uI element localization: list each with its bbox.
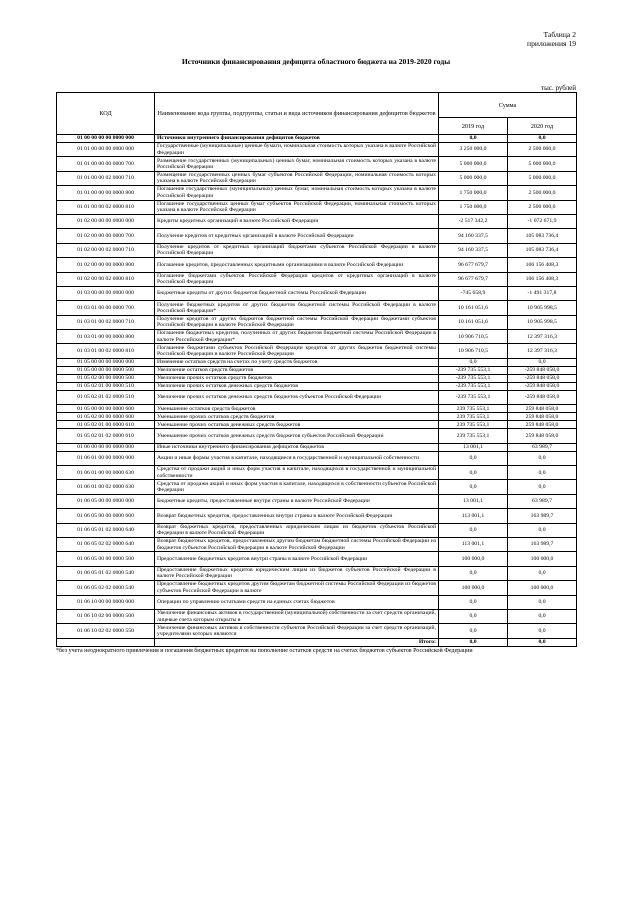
name-cell: Уменьшение прочих остатков средств бюджетов (155, 413, 439, 421)
value-2019-cell: 100 000,0 (439, 552, 508, 566)
code-cell: 01 02 00 00 02 0000 810 (57, 272, 155, 286)
value-2020-cell: -259 848 058,0 (508, 366, 577, 374)
table-row (57, 609, 577, 623)
name-cell: Уменьшение прочих остатков денежных средств бюджетов (155, 421, 439, 429)
table-row (57, 229, 577, 243)
table-row (57, 143, 577, 157)
value-2019-cell: 1 750 000,0 (439, 200, 508, 214)
table-row (57, 171, 577, 185)
value-2019-cell: 0,0 (439, 595, 508, 609)
value-2020-cell: 100 000,0 (508, 552, 577, 566)
table-row (57, 272, 577, 286)
value-2019-cell: -239 735 553,1 (439, 366, 508, 374)
value-2019-cell: 239 735 553,1 (439, 405, 508, 413)
code-cell: 01 06 05 02 02 0000 640 (57, 537, 155, 551)
value-2020-cell: -1 072 671,9 (508, 214, 577, 228)
name-cell: Увеличение прочих остатков денежных средств бюджетов (155, 382, 439, 390)
name-cell: Бюджетные кредиты от других бюджетов бюджетной системы Российской Федерации (155, 286, 439, 300)
name-cell: Размещение государственных (муниципальных) ценных бумаг, номинальная стоимость которых указана в валюте Российской Федерации (155, 157, 439, 171)
value-2019-cell: -239 735 553,1 (439, 374, 508, 382)
value-2019-cell: 10 906 710,5 (439, 330, 508, 344)
table-row (57, 509, 577, 523)
table-row (57, 214, 577, 228)
code-cell: 01 03 01 00 02 0000 810 (57, 344, 155, 358)
name-cell: Государственные (муниципальные) ценные бумаги, номинальная стоимость которых указана в валюте Российской Федерации (155, 143, 439, 157)
table-row (57, 429, 577, 443)
value-2019-cell: 96 677 679,7 (439, 258, 508, 272)
value-2020-cell: 12 397 316,3 (508, 330, 577, 344)
code-cell: 01 03 01 00 00 0000 800 (57, 330, 155, 344)
name-cell: Предоставление бюджетных кредитов юридическим лицам из бюджетов субъектов Российской Федерации в валюте Российской Федерации (155, 566, 439, 580)
value-2020-cell: 259 848 058,0 (508, 405, 577, 413)
value-2019-cell: 96 677 679,7 (439, 272, 508, 286)
code-cell: 01 05 02 01 02 0000 610 (57, 429, 155, 443)
value-2020-cell: -259 848 058,0 (508, 374, 577, 382)
value-2020-cell: 106 156 408,3 (508, 258, 577, 272)
table-row (57, 595, 577, 609)
name-cell: Средства от продажи акций и иных форм участия в капитале, находящихся в собственности субъектов Российской Федерации (155, 480, 439, 494)
code-cell: 01 05 02 01 00 0000 610 (57, 421, 155, 429)
header-year-2020: 2020 год (508, 118, 577, 135)
table-row (57, 200, 577, 214)
table-row (57, 382, 577, 390)
value-2019-cell: 13 001,1 (439, 494, 508, 508)
value-2019-cell: 10 161 051,6 (439, 301, 508, 315)
value-2020-cell: 0,0 (508, 466, 577, 480)
table-row (57, 315, 577, 329)
code-cell: 01 06 05 00 00 0000 600 (57, 509, 155, 523)
code-cell: 01 01 00 00 00 0000 800 (57, 186, 155, 200)
code-cell: 01 06 05 00 00 0000 500 (57, 552, 155, 566)
value-2019-cell: 3 250 000,0 (439, 143, 508, 157)
value-2020-cell: 0,0 (508, 523, 577, 537)
code-cell: 01 05 02 01 02 0000 510 (57, 390, 155, 404)
value-2019-cell: -745 658,9 (439, 286, 508, 300)
value-2019-cell: 5 000 000,0 (439, 157, 508, 171)
units-label: тыс. рублей (541, 84, 576, 92)
name-cell: Погашение бюджетами субъектов Российской Федерации кредитов от других бюджетов бюджетной системы Российской Федерации в валюте Российской Федерации (155, 344, 439, 358)
code-cell: 01 05 02 01 00 0000 510 (57, 382, 155, 390)
value-2019-cell: 239 735 553,1 (439, 413, 508, 421)
code-cell: 01 02 00 00 00 0000 800 (57, 258, 155, 272)
table-row (57, 390, 577, 404)
value-2019-cell: 5 000 000,0 (439, 171, 508, 185)
name-cell: Погашение государственных ценных бумаг субъектов Российской Федерации, номинальная стоимость которых указана в валюте Российской Федерации (155, 200, 439, 214)
name-cell: Размещение государственных ценных бумаг субъектов Российской Федерации, номинальная стоимость которых указана в валюте Российской Федерации (155, 171, 439, 185)
table-label: Таблица 2 (543, 30, 576, 39)
code-cell: 01 06 05 01 02 0000 640 (57, 523, 155, 537)
code-cell: 01 06 10 00 00 0000 000 (57, 595, 155, 609)
name-cell: Предоставление бюджетных кредитов внутри страны в валюте Российской Федерации (155, 552, 439, 566)
header-name: Наименование кода группы, подгруппы, статьи и вида источников финансирования дефицитов бюджетов (155, 93, 439, 135)
code-cell: 01 06 10 02 00 0000 500 (57, 609, 155, 623)
name-cell: Погашение бюджетами субъектов Российской Федерации кредитов от кредитных организаций в валюте Российской Федерации (155, 272, 439, 286)
code-cell: 01 02 00 00 00 0000 000 (57, 214, 155, 228)
value-2020-cell: 259 848 058,0 (508, 421, 577, 429)
name-cell: Уменьшение прочих остатков денежных средств бюджетов субъектов Российской Федерации (155, 429, 439, 443)
code-cell: 01 06 05 00 00 0000 000 (57, 494, 155, 508)
value-2019-cell: 239 735 553,1 (439, 421, 508, 429)
code-cell: 01 02 00 00 00 0000 700 (57, 229, 155, 243)
value-2019-cell: 1 750 000,0 (439, 186, 508, 200)
value-2019-cell: 113 001,1 (439, 537, 508, 551)
code-cell: 01 05 02 00 00 0000 500 (57, 374, 155, 382)
table-row (57, 421, 577, 429)
table-row (57, 358, 577, 366)
value-2019-cell: 0,0 (439, 566, 508, 580)
name-cell: Изменение остатков средств на счетах по учету средств бюджетов (155, 358, 439, 366)
name-cell: Средства от продажи акций и иных форм участия в капитале, находящихся в государственной и муниципальной собственности (155, 466, 439, 480)
value-2020-cell: 0,0 (508, 566, 577, 580)
value-2020-cell: 5 000 000,0 (508, 171, 577, 185)
value-2020-cell: -259 848 058,0 (508, 390, 577, 404)
table-row (57, 523, 577, 537)
value-2020-cell: 63 989,7 (508, 443, 577, 451)
name-cell: Увеличение финансовых активов в государственной (муниципальной) собственности за счет средств организаций, лицевые счета которым открыты в (155, 609, 439, 623)
name-cell: Погашение кредитов, предоставленных кредитными организациями в валюте Российской Федерации (155, 258, 439, 272)
name-cell: Итого: (155, 638, 439, 646)
value-2020-cell: 10 905 998,5 (508, 315, 577, 329)
name-cell: Кредиты кредитных организаций в валюте Российской Федерации (155, 214, 439, 228)
value-2020-cell: 63 989,7 (508, 494, 577, 508)
value-2019-cell: -239 735 553,1 (439, 382, 508, 390)
document-title: Источники финансирования дефицита областного бюджета на 2019-2020 годы (181, 57, 451, 66)
table-row (57, 374, 577, 382)
table-row (57, 366, 577, 374)
value-2019-cell: 94 160 337,5 (439, 229, 508, 243)
value-2019-cell: 0,0 (439, 638, 508, 646)
appendix-label: приложения 19 (527, 39, 576, 48)
code-cell: 01 06 01 00 02 0000 630 (57, 480, 155, 494)
value-2019-cell: -2 517 342,2 (439, 214, 508, 228)
table-row (57, 186, 577, 200)
value-2020-cell: 106 156 408,3 (508, 272, 577, 286)
header-sum: Сумма (439, 93, 577, 118)
value-2019-cell: 0,0 (439, 480, 508, 494)
value-2019-cell: 0,0 (439, 624, 508, 638)
value-2019-cell: 10 161 051,6 (439, 315, 508, 329)
table-row (57, 480, 577, 494)
value-2019-cell: 100 000,0 (439, 581, 508, 595)
table-row (57, 466, 577, 480)
value-2019-cell: -239 735 553,1 (439, 390, 508, 404)
value-2020-cell: 259 848 058,0 (508, 413, 577, 421)
table-row (57, 301, 577, 315)
name-cell: Погашение государственных (муниципальных) ценных бумаг, номинальная стоимость которых указана в валюте Российской Федерации (155, 186, 439, 200)
value-2019-cell: 10 906 710,5 (439, 344, 508, 358)
name-cell: Получение кредитов от кредитных организаций в валюте Российской Федерации (155, 229, 439, 243)
name-cell: Получение бюджетных кредитов от других бюджетов бюджетной системы Российской Федерации в валюте Российской Федерации* (155, 301, 439, 315)
value-2019-cell: 113 001,1 (439, 509, 508, 523)
code-cell: 01 06 05 02 02 0000 540 (57, 581, 155, 595)
header-year-2019: 2019 год (439, 118, 508, 135)
table-row (57, 135, 577, 143)
code-cell: 01 03 01 00 00 0000 700 (57, 301, 155, 315)
table-row (57, 157, 577, 171)
value-2019-cell: 239 735 553,1 (439, 429, 508, 443)
name-cell: Возврат бюджетных кредитов, предоставленных юридическим лицам из бюджетов субъектов Российской Федерации в валюте Российской Федерации (155, 523, 439, 537)
name-cell: Получение кредитов от кредитных организаций бюджетами субъектов Российской Федерации в валюте Российской Федерации (155, 243, 439, 257)
value-2020-cell: 0,0 (508, 451, 577, 465)
name-cell: Иные источники внутреннего финансирования дефицитов бюджетов (155, 443, 439, 451)
table-row (57, 344, 577, 358)
code-cell: 01 01 00 00 02 0000 810 (57, 200, 155, 214)
value-2019-cell: 0,0 (439, 609, 508, 623)
value-2019-cell: 0,0 (439, 451, 508, 465)
value-2020-cell: 259 848 058,0 (508, 429, 577, 443)
code-cell: 01 01 00 00 00 0000 700 (57, 157, 155, 171)
table-row (57, 624, 577, 638)
value-2020-cell: 0,0 (508, 624, 577, 638)
code-cell: 01 05 02 00 00 0000 600 (57, 413, 155, 421)
name-cell: Возврат бюджетных кредитов, предоставленных внутри страны в валюте Российской Федерации (155, 509, 439, 523)
table-row (57, 286, 577, 300)
code-cell: 01 06 10 02 02 0000 550 (57, 624, 155, 638)
table-total-row (57, 638, 577, 646)
table-row (57, 566, 577, 580)
code-cell: 01 01 00 00 00 0000 000 (57, 143, 155, 157)
value-2020-cell: 10 905 998,5 (508, 301, 577, 315)
code-cell: 01 05 00 00 00 0000 500 (57, 366, 155, 374)
code-cell: 01 06 01 00 00 0000 000 (57, 451, 155, 465)
value-2020-cell: -259 848 058,0 (508, 382, 577, 390)
value-2019-cell: 0,0 (439, 135, 508, 143)
value-2020-cell: 5 000 000,0 (508, 157, 577, 171)
table-row (57, 330, 577, 344)
code-cell: 01 06 05 01 02 0000 540 (57, 566, 155, 580)
sources-table (56, 92, 577, 647)
name-cell: Бюджетные кредиты, предоставленные внутри страны в валюте Российской Федерации (155, 494, 439, 508)
value-2020-cell: 12 397 316,3 (508, 344, 577, 358)
name-cell: Предоставление бюджетных кредитов другим бюджетам бюджетной системы Российской Федерации из бюджетов субъектов Российской Федерации в валюте (155, 581, 439, 595)
table-row (57, 413, 577, 421)
value-2019-cell: 0,0 (439, 523, 508, 537)
value-2020-cell: 105 083 736,4 (508, 243, 577, 257)
table-row (57, 258, 577, 272)
table-row (57, 243, 577, 257)
table-row (57, 451, 577, 465)
header-code: КОД (57, 93, 155, 135)
table-row (57, 494, 577, 508)
name-cell: Увеличение прочих остатков денежных средств бюджетов субъектов Российской Федерации (155, 390, 439, 404)
value-2020-cell: 0,0 (508, 135, 577, 143)
document-page (56, 30, 576, 655)
code-cell: 01 02 00 00 02 0000 710 (57, 243, 155, 257)
code-cell: 01 00 00 00 00 0000 000 (57, 135, 155, 143)
code-cell: 01 06 01 00 00 0000 630 (57, 466, 155, 480)
table-row (57, 537, 577, 551)
code-cell: 01 05 00 00 00 0000 600 (57, 405, 155, 413)
name-cell: Уменьшение остатков средств бюджетов (155, 405, 439, 413)
name-cell: Погашение бюджетных кредитов, полученных от других бюджетов бюджетной системы Российской Федерации в валюте Российской Федерации* (155, 330, 439, 344)
value-2020-cell: 2 500 000,0 (508, 143, 577, 157)
table-row (57, 405, 577, 413)
table-row (57, 552, 577, 566)
value-2019-cell: 94 160 337,5 (439, 243, 508, 257)
name-cell: Увеличение финансовых активов в собственности субъектов Российской Федерации за счет средств организаций, учредителями которых являются (155, 624, 439, 638)
name-cell: Операции по управлению остатками средств на единых счетах бюджетов (155, 595, 439, 609)
name-cell: Источники внутреннего финансирования дефицитов бюджетов (155, 135, 439, 143)
code-cell: 01 03 00 00 00 0000 000 (57, 286, 155, 300)
value-2020-cell: 163 989,7 (508, 537, 577, 551)
value-2020-cell: 100 000,0 (508, 581, 577, 595)
table-body (57, 135, 577, 647)
code-cell (57, 638, 155, 646)
value-2020-cell: 0,0 (508, 480, 577, 494)
name-cell: Увеличение остатков средств бюджетов (155, 366, 439, 374)
name-cell: Акции и иные формы участия в капитале, находящиеся в государственной и муниципальной собственности (155, 451, 439, 465)
name-cell: Возврат бюджетных кредитов, предоставленных другим бюджетам бюджетной системы Российской Федерации из бюджетов субъектов Российской Федерации в валюте Российской Федерации (155, 537, 439, 551)
table-number (56, 30, 576, 48)
value-2020-cell: 2 500 000,0 (508, 186, 577, 200)
table-row (57, 443, 577, 451)
value-2019-cell: 13 001,1 (439, 443, 508, 451)
footnote: *без учета неоднократного привлечения и погашения бюджетных кредитов на пополнение остатков средств на счетах бюджетов субъектов Российской Федерации (56, 647, 473, 654)
value-2020-cell: 2 500 000,0 (508, 200, 577, 214)
code-cell: 01 03 01 00 02 0000 710 (57, 315, 155, 329)
name-cell: Увеличение прочих остатков средств бюджетов (155, 374, 439, 382)
code-cell: 01 06 00 00 00 0000 000 (57, 443, 155, 451)
value-2019-cell: 0,0 (439, 466, 508, 480)
value-2020-cell: 0,0 (508, 358, 577, 366)
value-2019-cell: 0,0 (439, 358, 508, 366)
value-2020-cell: -1 491 317,8 (508, 286, 577, 300)
value-2020-cell: 0,0 (508, 595, 577, 609)
code-cell: 01 05 00 00 00 0000 000 (57, 358, 155, 366)
name-cell: Получение кредитов от других бюджетов бюджетной системы Российской Федерации бюджетами субъектов Российской Федерации в валюте Российской Федерации (155, 315, 439, 329)
table-row (57, 581, 577, 595)
value-2020-cell: 0,0 (508, 638, 577, 646)
value-2020-cell: 105 083 736,4 (508, 229, 577, 243)
value-2020-cell: 163 989,7 (508, 509, 577, 523)
value-2020-cell: 0,0 (508, 609, 577, 623)
code-cell: 01 01 00 00 02 0000 710 (57, 171, 155, 185)
